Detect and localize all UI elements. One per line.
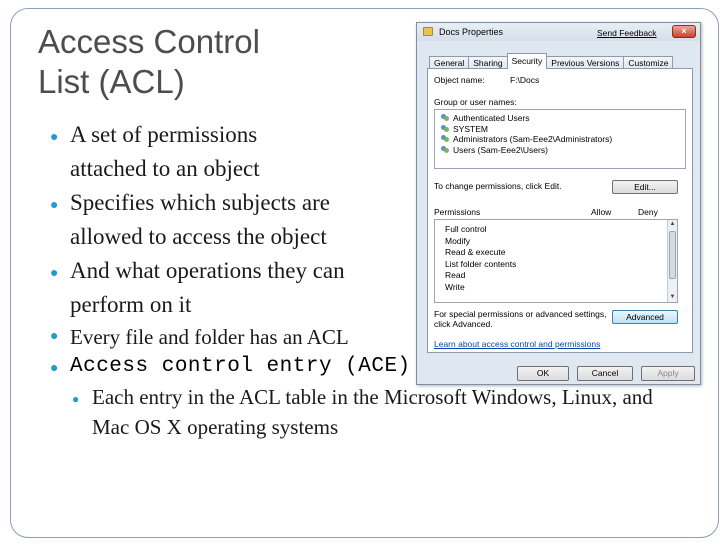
deny-column-header: Deny	[638, 207, 658, 217]
bullet-dot-icon: ●	[50, 329, 59, 344]
apply-button[interactable]: Apply	[641, 366, 695, 381]
group-label: Group or user names:	[434, 97, 517, 107]
security-panel	[427, 68, 693, 353]
tab-customize[interactable]: Customize	[623, 56, 673, 69]
permission-row: Read & execute	[445, 247, 506, 257]
close-button[interactable]: ×	[672, 25, 696, 38]
allow-column-header: Allow	[591, 207, 612, 217]
dialog-titlebar	[417, 23, 700, 41]
permission-row: Modify	[445, 235, 471, 246]
object-name-label: Object name:	[434, 75, 485, 85]
tab-previous-versions[interactable]: Previous Versions	[546, 56, 624, 69]
scroll-down-icon[interactable]: ▼	[669, 294, 676, 300]
bullet-text: And what operations they can perform on it	[70, 258, 345, 317]
sub-bullet-text: Each entry in the ACL table in the Microsoft Windows, Linux, and Mac OS X operating systems	[92, 385, 653, 439]
user-name: SYSTEM	[453, 123, 488, 134]
user-group-icon	[441, 146, 450, 154]
scroll-up-icon[interactable]: ▲	[669, 221, 676, 227]
slide-title: Access Control List (ACL)	[38, 23, 260, 100]
ok-button[interactable]: OK	[517, 366, 569, 381]
bullet-dot-icon: ●	[50, 198, 59, 213]
bullet-item	[46, 186, 346, 254]
bullet-dot-icon: ●	[50, 359, 59, 375]
permission-row: Full control	[445, 224, 487, 234]
special-permissions-text-2: click Advanced.	[434, 319, 493, 329]
edit-button[interactable]: Edit...	[612, 180, 678, 194]
permissions-scrollbar[interactable]	[667, 220, 677, 302]
permission-row: Read	[445, 270, 466, 280]
user-group-icon	[441, 114, 450, 122]
user-name: Users (Sam-Eee2\Users)	[453, 144, 548, 155]
bullet-dot-icon: ●	[50, 266, 59, 281]
tab-sharing[interactable]: Sharing	[468, 56, 507, 69]
user-name: Administrators (Sam-Eee2\Administrators)	[453, 134, 613, 144]
properties-dialog	[416, 22, 701, 385]
user-name: Authenticated Users	[453, 113, 530, 123]
bullet-item	[46, 322, 466, 352]
sub-bullet-item	[68, 382, 668, 442]
cancel-button[interactable]: Cancel	[577, 366, 633, 381]
permission-row: List folder contents	[445, 258, 517, 269]
user-list-item[interactable]	[441, 113, 685, 124]
tab-strip	[429, 53, 672, 69]
object-name-value: F:\Docs	[510, 75, 540, 85]
scroll-thumb[interactable]	[669, 231, 676, 279]
bullet-text: A set of permissions attached to an object	[70, 122, 260, 181]
user-list[interactable]	[434, 109, 686, 169]
tab-security[interactable]: Security	[507, 53, 548, 69]
permissions-label: Permissions	[434, 207, 481, 217]
user-group-icon	[441, 125, 450, 133]
user-list-item[interactable]	[441, 124, 685, 135]
bullet-item	[46, 118, 336, 186]
bullet-text: Specifies which subjects are allowed to access the object	[70, 190, 330, 249]
user-list-item[interactable]	[441, 145, 685, 156]
special-permissions-text: For special permissions or advanced settings,	[434, 309, 607, 319]
bullet-item	[46, 254, 366, 322]
sub-bullet-dot-icon: ●	[72, 392, 80, 406]
permissions-list[interactable]	[434, 219, 678, 303]
change-permissions-text: To change permissions, click Edit.	[434, 181, 562, 191]
bullet-text: Access control entry (ACE)	[70, 355, 411, 378]
permission-row: Write	[445, 281, 465, 292]
folder-icon	[423, 27, 433, 36]
bullet-dot-icon: ●	[50, 130, 59, 145]
bullet-text: Every file and folder has an ACL	[70, 325, 349, 349]
send-feedback-link[interactable]: Send Feedback	[597, 28, 657, 38]
tab-general[interactable]: General	[429, 56, 469, 69]
user-list-item[interactable]	[441, 134, 685, 145]
advanced-button[interactable]: Advanced	[612, 310, 678, 324]
user-group-icon	[441, 135, 450, 143]
dialog-title: Docs Properties	[439, 27, 504, 37]
learn-more-link[interactable]: Learn about access control and permissions	[434, 339, 601, 349]
